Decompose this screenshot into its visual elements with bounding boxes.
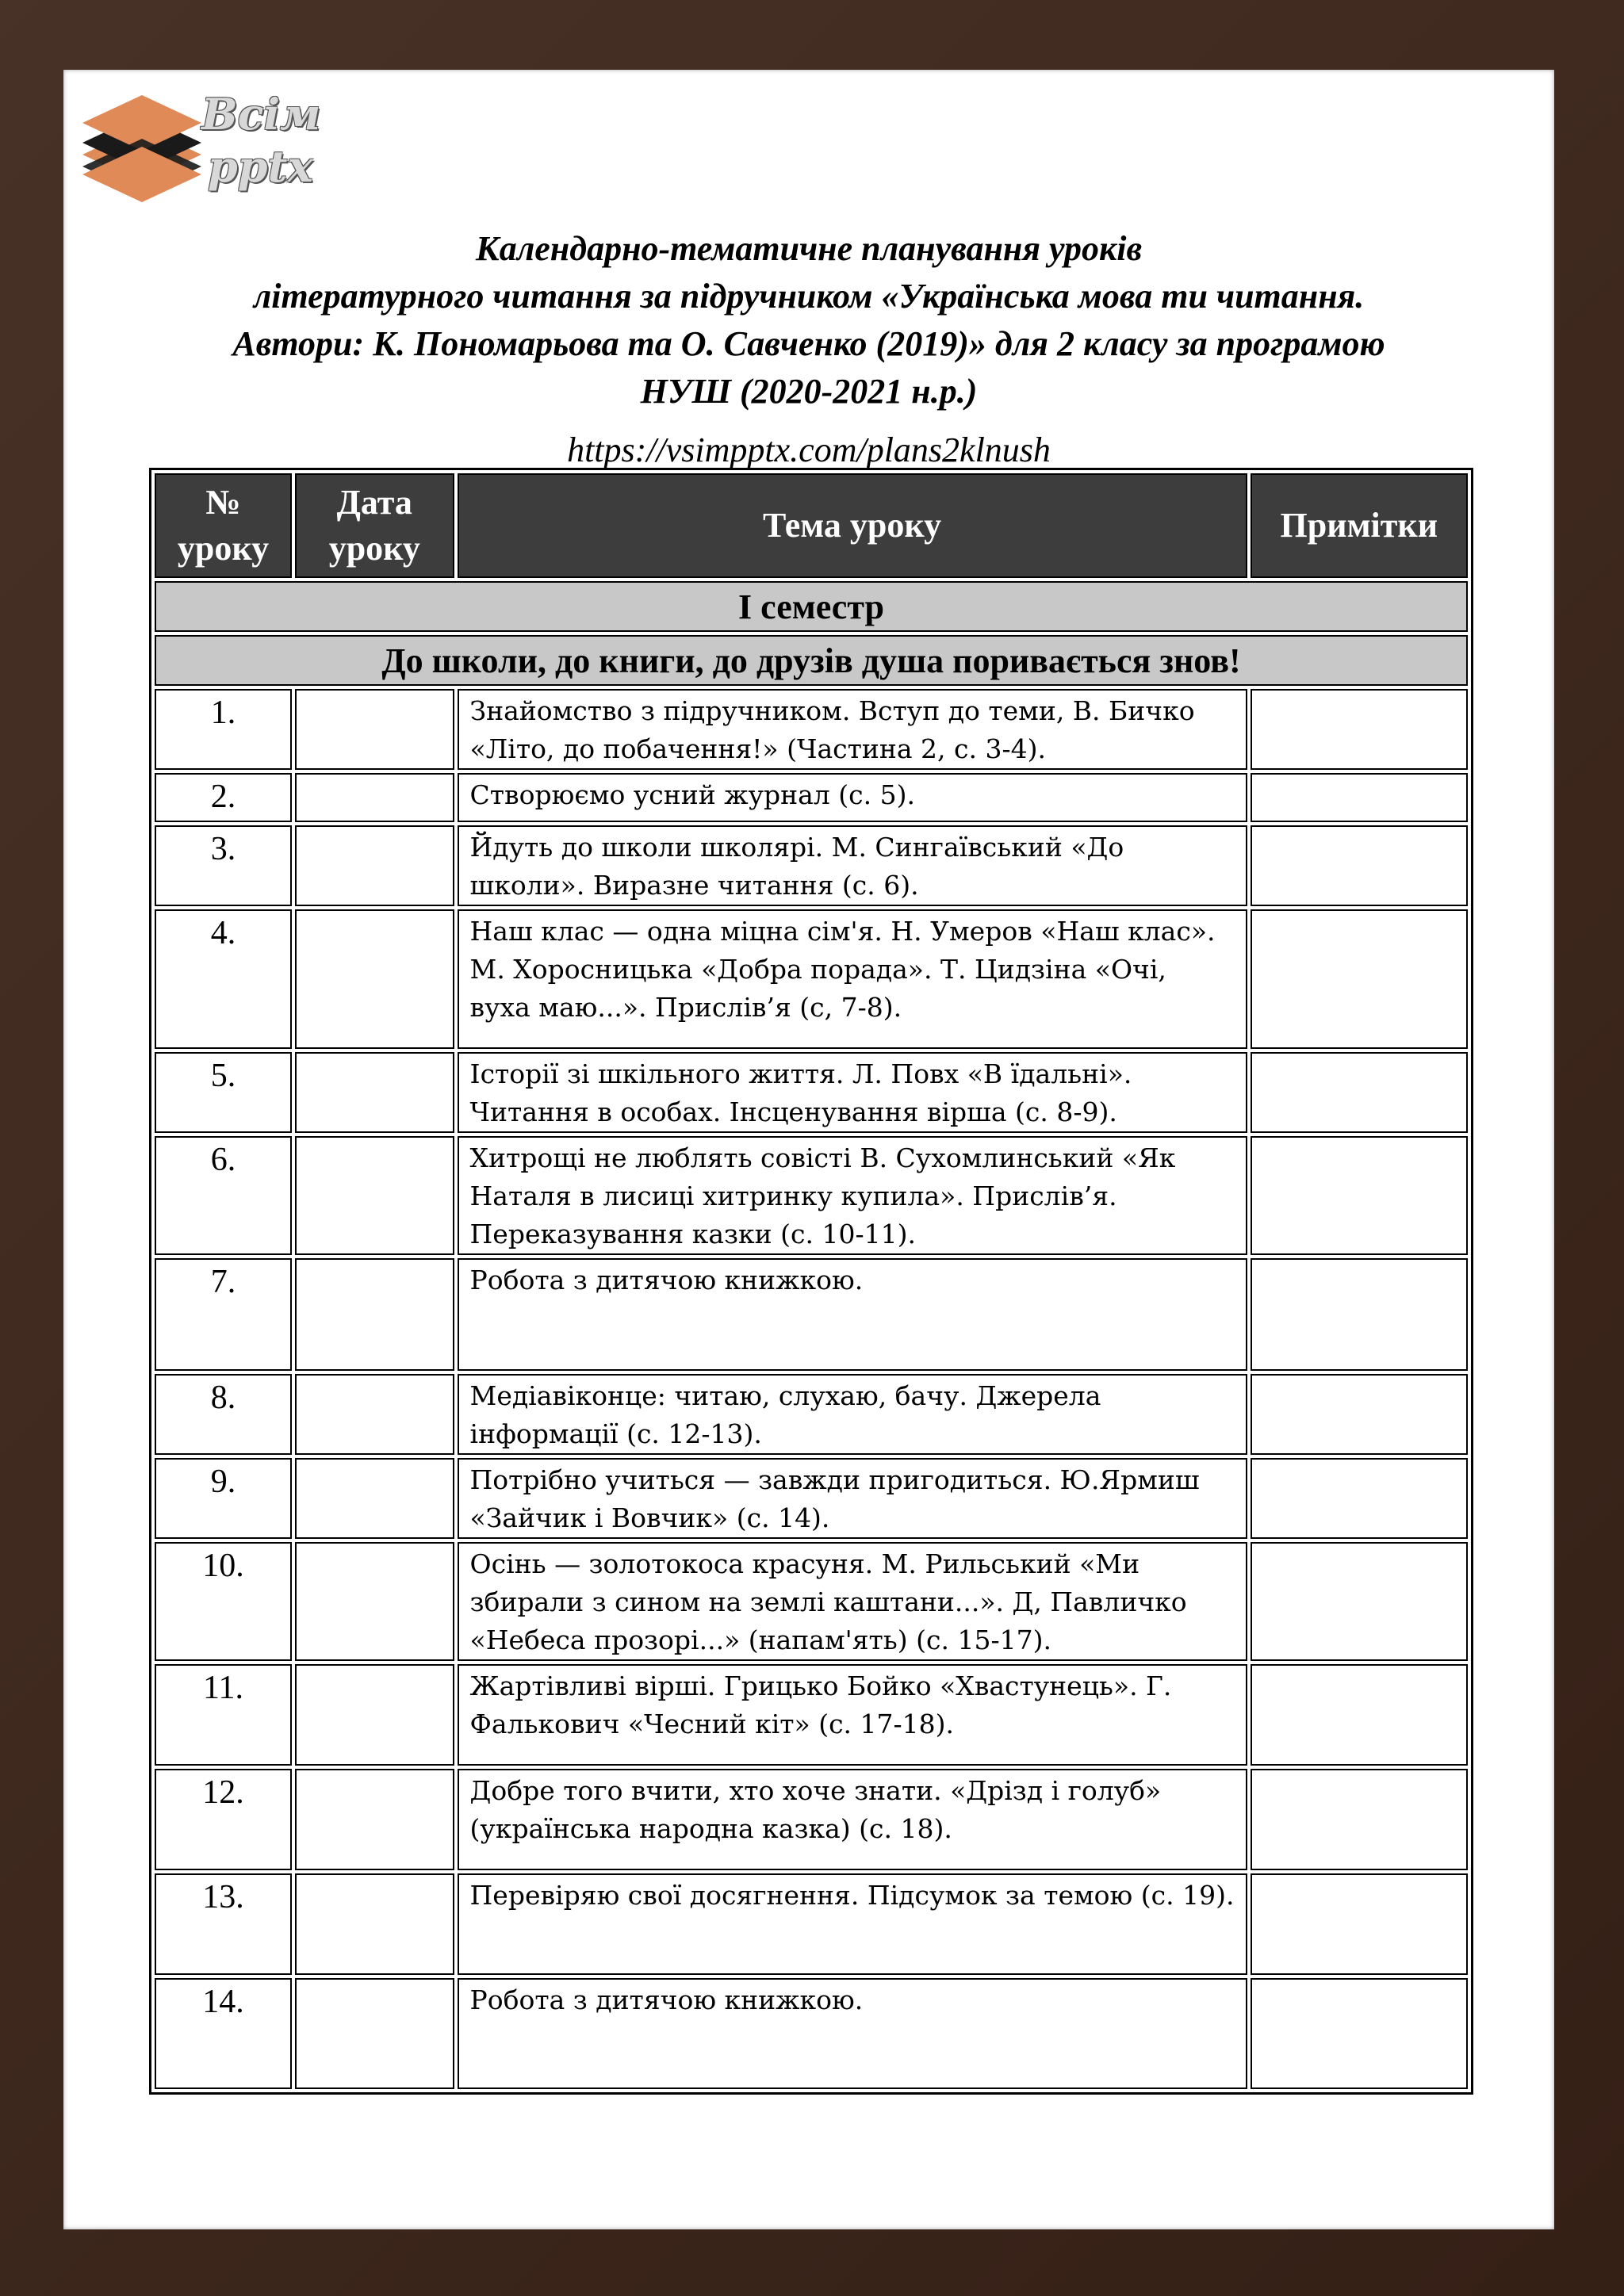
lesson-number: 9. — [155, 1458, 292, 1539]
lesson-date-cell[interactable] — [295, 1873, 454, 1975]
lesson-notes-cell[interactable] — [1251, 825, 1468, 906]
lesson-number: 12. — [155, 1769, 292, 1870]
lesson-topic: Робота з дитячою книжкою. — [458, 1978, 1247, 2089]
lesson-notes-cell[interactable] — [1251, 1769, 1468, 1870]
lesson-date-cell[interactable] — [295, 1664, 454, 1766]
lesson-topic: Потрібно учиться — завжди пригодиться. Ю.Ярмиш «Зайчик і Вовчик» (с. 14). — [458, 1458, 1247, 1539]
lesson-notes-cell[interactable] — [1251, 689, 1468, 770]
lesson-date-cell[interactable] — [295, 909, 454, 1049]
lesson-topic: Перевіряю свої досягнення. Підсумок за темою (с. 19). — [458, 1873, 1247, 1975]
lesson-number: 1. — [155, 689, 292, 770]
column-header-date: Дата уроку — [295, 473, 454, 578]
logo-text-line1: Всім — [201, 89, 321, 140]
lesson-number: 8. — [155, 1374, 292, 1455]
lesson-date-cell[interactable] — [295, 1136, 454, 1255]
lesson-number: 14. — [155, 1978, 292, 2089]
lesson-notes-cell[interactable] — [1251, 1374, 1468, 1455]
column-header-notes: Примітки — [1251, 473, 1468, 578]
semester-label: І семестр — [155, 581, 1468, 632]
table-row — [155, 1458, 1468, 1539]
table-row — [155, 909, 1468, 1049]
table-row — [155, 773, 1468, 822]
lesson-topic: Історії зі шкільного життя. Л. Повх «В їдальні». Читання в особах. Інсценування вірша (с. 8-9). — [458, 1052, 1247, 1133]
table-row — [155, 1542, 1468, 1661]
table-header-row — [155, 473, 1468, 578]
column-header-num: № уроку — [155, 473, 292, 578]
lesson-topic: Добре того вчити, хто хоче знати. «Дрізд і голуб» (українська народна казка) (с. 18). — [458, 1769, 1247, 1870]
header-line-4: НУШ (2020-2021 н.р.) — [640, 372, 978, 411]
table-row — [155, 825, 1468, 906]
lesson-notes-cell[interactable] — [1251, 1542, 1468, 1661]
lesson-number: 7. — [155, 1258, 292, 1371]
stacked-pages-logo-icon — [75, 79, 209, 206]
table-row — [155, 1664, 1468, 1766]
lesson-topic: Знайомство з підручником. Вступ до теми, В. Бичко «Літо, до побачення!» (Частина 2, с. 3-4). — [458, 689, 1247, 770]
table-row — [155, 1258, 1468, 1371]
lesson-date-cell[interactable] — [295, 1978, 454, 2089]
header-line-1: Календарно-тематичне планування уроків — [475, 229, 1143, 268]
header-line-2: літературного читання за підручником «Українська мова ти читання. — [253, 277, 1365, 316]
lesson-date-cell[interactable] — [295, 1052, 454, 1133]
lesson-notes-cell[interactable] — [1251, 1258, 1468, 1371]
column-header-topic: Тема уроку — [458, 473, 1247, 578]
lesson-topic: Хитрощі не люблять совісті В. Сухомлинський «Як Наталя в лисиці хитринку купила». Прислів’я. Переказування казки (с. 10-11). — [458, 1136, 1247, 1255]
lesson-date-cell[interactable] — [295, 689, 454, 770]
lesson-notes-cell[interactable] — [1251, 1052, 1468, 1133]
section-row — [155, 635, 1468, 686]
lesson-topic: Медіавіконце: читаю, слухаю, бачу. Джерела інформації (с. 12-13). — [458, 1374, 1247, 1455]
semester-row — [155, 581, 1468, 632]
lesson-notes-cell[interactable] — [1251, 1873, 1468, 1975]
lesson-topic: Жартівливі вірші. Грицько Бойко «Хвастунець». Г. Фалькович «Чесний кіт» (с. 17-18). — [458, 1664, 1247, 1766]
lesson-topic: Робота з дитячою книжкою. — [458, 1258, 1247, 1371]
lesson-date-cell[interactable] — [295, 773, 454, 822]
lesson-date-cell[interactable] — [295, 1374, 454, 1455]
lesson-number: 11. — [155, 1664, 292, 1766]
header-url-link[interactable]: https://vsimpptx.com/plans2klnush — [567, 430, 1051, 469]
lesson-number: 6. — [155, 1136, 292, 1255]
lesson-topic: Створюємо усний журнал (с. 5). — [458, 773, 1247, 822]
lesson-plan-table — [149, 468, 1473, 2095]
document-header — [63, 225, 1554, 474]
site-logo[interactable] — [75, 79, 336, 222]
lesson-date-cell[interactable] — [295, 1258, 454, 1371]
lesson-date-cell[interactable] — [295, 1542, 454, 1661]
table-row — [155, 1978, 1468, 2089]
table-row — [155, 1873, 1468, 1975]
header-line-3: Автори: К. Пономарьова та О. Савченко (2019)» для 2 класу за програмою — [232, 324, 1385, 363]
section-title: До школи, до книги, до друзів душа поривається знов! — [155, 635, 1468, 686]
lesson-number: 5. — [155, 1052, 292, 1133]
table-row — [155, 1769, 1468, 1870]
lesson-topic: Наш клас — одна міцна сім'я. Н. Умеров «Наш клас». М. Хоросницька «Добра порада». Т. Цидзіна «Очі, вуха маю...». Прислів’я (с, 7-8). — [458, 909, 1247, 1049]
lesson-date-cell[interactable] — [295, 1769, 454, 1870]
lesson-number: 13. — [155, 1873, 292, 1975]
lesson-date-cell[interactable] — [295, 825, 454, 906]
lesson-number: 3. — [155, 825, 292, 906]
lesson-notes-cell[interactable] — [1251, 773, 1468, 822]
lesson-date-cell[interactable] — [295, 1458, 454, 1539]
lesson-notes-cell[interactable] — [1251, 1978, 1468, 2089]
lesson-number: 2. — [155, 773, 292, 822]
table-row — [155, 1136, 1468, 1255]
lesson-topic: Йдуть до школи школярі. М. Сингаївський «До школи». Виразне читання (с. 6). — [458, 825, 1247, 906]
lesson-notes-cell[interactable] — [1251, 1136, 1468, 1255]
lesson-notes-cell[interactable] — [1251, 1458, 1468, 1539]
lesson-notes-cell[interactable] — [1251, 1664, 1468, 1766]
table-row — [155, 1052, 1468, 1133]
table-row — [155, 689, 1468, 770]
logo-text-line2: pptx — [208, 141, 313, 192]
lesson-number: 10. — [155, 1542, 292, 1661]
table-row — [155, 1374, 1468, 1455]
lesson-notes-cell[interactable] — [1251, 909, 1468, 1049]
lesson-number: 4. — [155, 909, 292, 1049]
lesson-topic: Осінь — золотокоса красуня. М. Рильський «Ми збирали з сином на землі каштани...». Д, Павличко «Небеса прозорі...» (напам'ять) (с. 15-17). — [458, 1542, 1247, 1661]
